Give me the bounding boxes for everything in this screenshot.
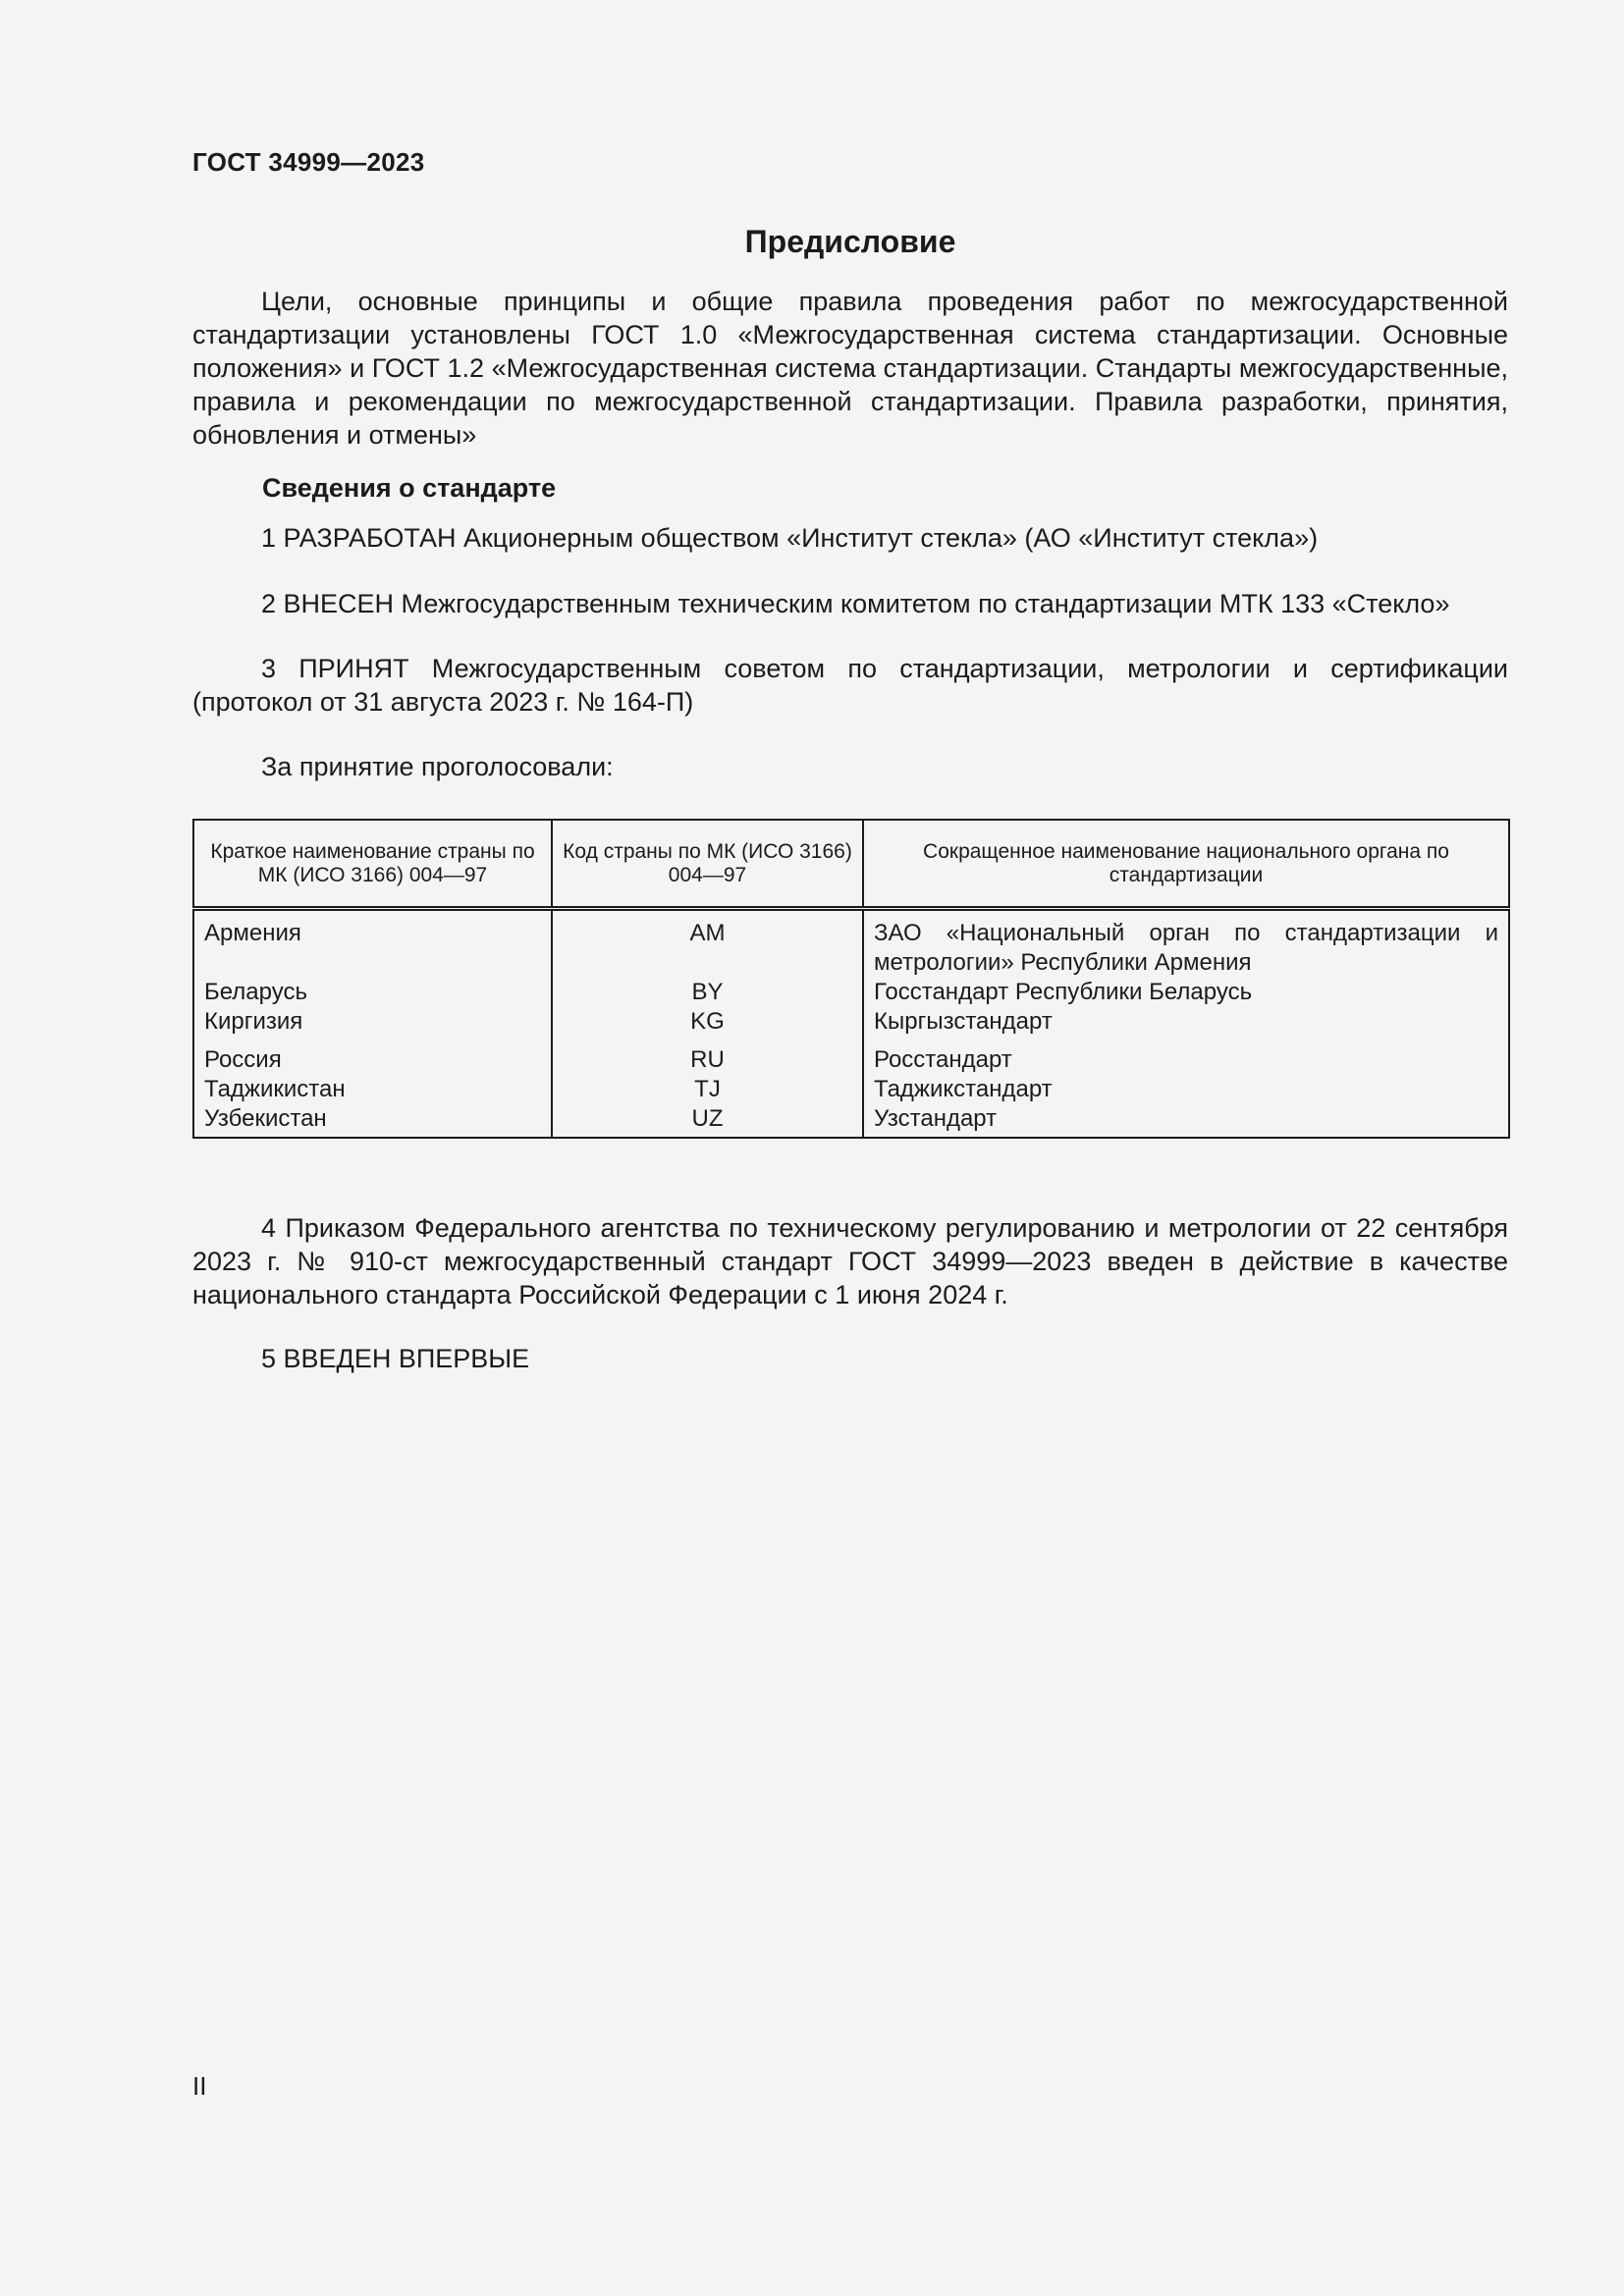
code-cell: BY [552, 978, 863, 1007]
body-cell: Таджикстандарт [863, 1075, 1509, 1104]
table-row [193, 909, 1509, 979]
body-cell: Росстандарт [863, 1037, 1509, 1075]
header-country: Краткое наименование страны по МК (ИСО 3166) 004—97 [193, 820, 552, 909]
page-title: Предисловие [744, 224, 956, 259]
item-first-time: 5 ВВЕДЕН ВПЕРВЫЕ [261, 1344, 530, 1373]
header-body: Сокращенное наименование национального органа по стандартизации [863, 820, 1509, 909]
code-cell: UZ [552, 1104, 863, 1138]
page-number: II [192, 2071, 207, 2101]
header-code: Код страны по МК (ИСО 3166) 004—97 [552, 820, 863, 909]
body-cell: Узстандарт [863, 1104, 1509, 1138]
country-cell: Беларусь [193, 978, 552, 1007]
body-cell: Госстандарт Республики Беларусь [863, 978, 1509, 1007]
intro-paragraph: Цели, основные принципы и общие правила проведения работ по межгосударственной стандартизации установлены ГОСТ 1.0 «Межгосударственная система стандартизации. Основные положения» и ГОСТ 1.2 «Межгосударственная система стандартизации. Стандарты межгосударственные, правила и рекомендации по межгосударственной стандартизации. Правила разработки, принятия, обновления и отмены» [192, 287, 1508, 450]
voting-table [192, 819, 1510, 1139]
item-introduced: 2 ВНЕСЕН Межгосударственным техническим комитетом по стандартизации МТК 133 «Стекло» [261, 589, 1450, 618]
item-adopted: 3 ПРИНЯТ Межгосударственным советом по стандартизации, метрологии и сертификации (протокол от 31 августа 2023 г. № 164-П) [192, 654, 1508, 717]
item-order: 4 Приказом Федерального агентства по техническому регулированию и метрологии от 22 сентября 2023 г. № 910-ст межгосударственный стандарт ГОСТ 34999—2023 введен в действие в качестве национального стандарта Российской Федерации с 1 июня 2024 г. [192, 1213, 1508, 1309]
body-cell: Кыргызстандарт [863, 1007, 1509, 1037]
table-header-row [193, 820, 1509, 909]
table-row [193, 1037, 1509, 1075]
table-row [193, 1007, 1509, 1037]
code-cell: KG [552, 1007, 863, 1037]
table-row [193, 1104, 1509, 1138]
document-code: ГОСТ 34999—2023 [192, 147, 425, 177]
table-row [193, 978, 1509, 1007]
info-heading: Сведения о стандарте [262, 473, 557, 503]
country-cell: Россия [193, 1037, 552, 1075]
code-cell: TJ [552, 1075, 863, 1104]
country-cell: Узбекистан [193, 1104, 552, 1138]
country-cell: Киргизия [193, 1007, 552, 1037]
voted-label: За принятие проголосовали: [261, 752, 614, 781]
country-cell: Таджикистан [193, 1075, 552, 1104]
body-cell: ЗАО «Национальный орган по стандартизации и метрологии» Республики Армения [863, 909, 1509, 979]
item-developed: 1 РАЗРАБОТАН Акционерным обществом «Институт стекла» (АО «Институт стекла») [261, 523, 1319, 553]
code-cell: AM [552, 909, 863, 979]
table-row [193, 1075, 1509, 1104]
country-cell: Армения [193, 909, 552, 979]
code-cell: RU [552, 1037, 863, 1075]
